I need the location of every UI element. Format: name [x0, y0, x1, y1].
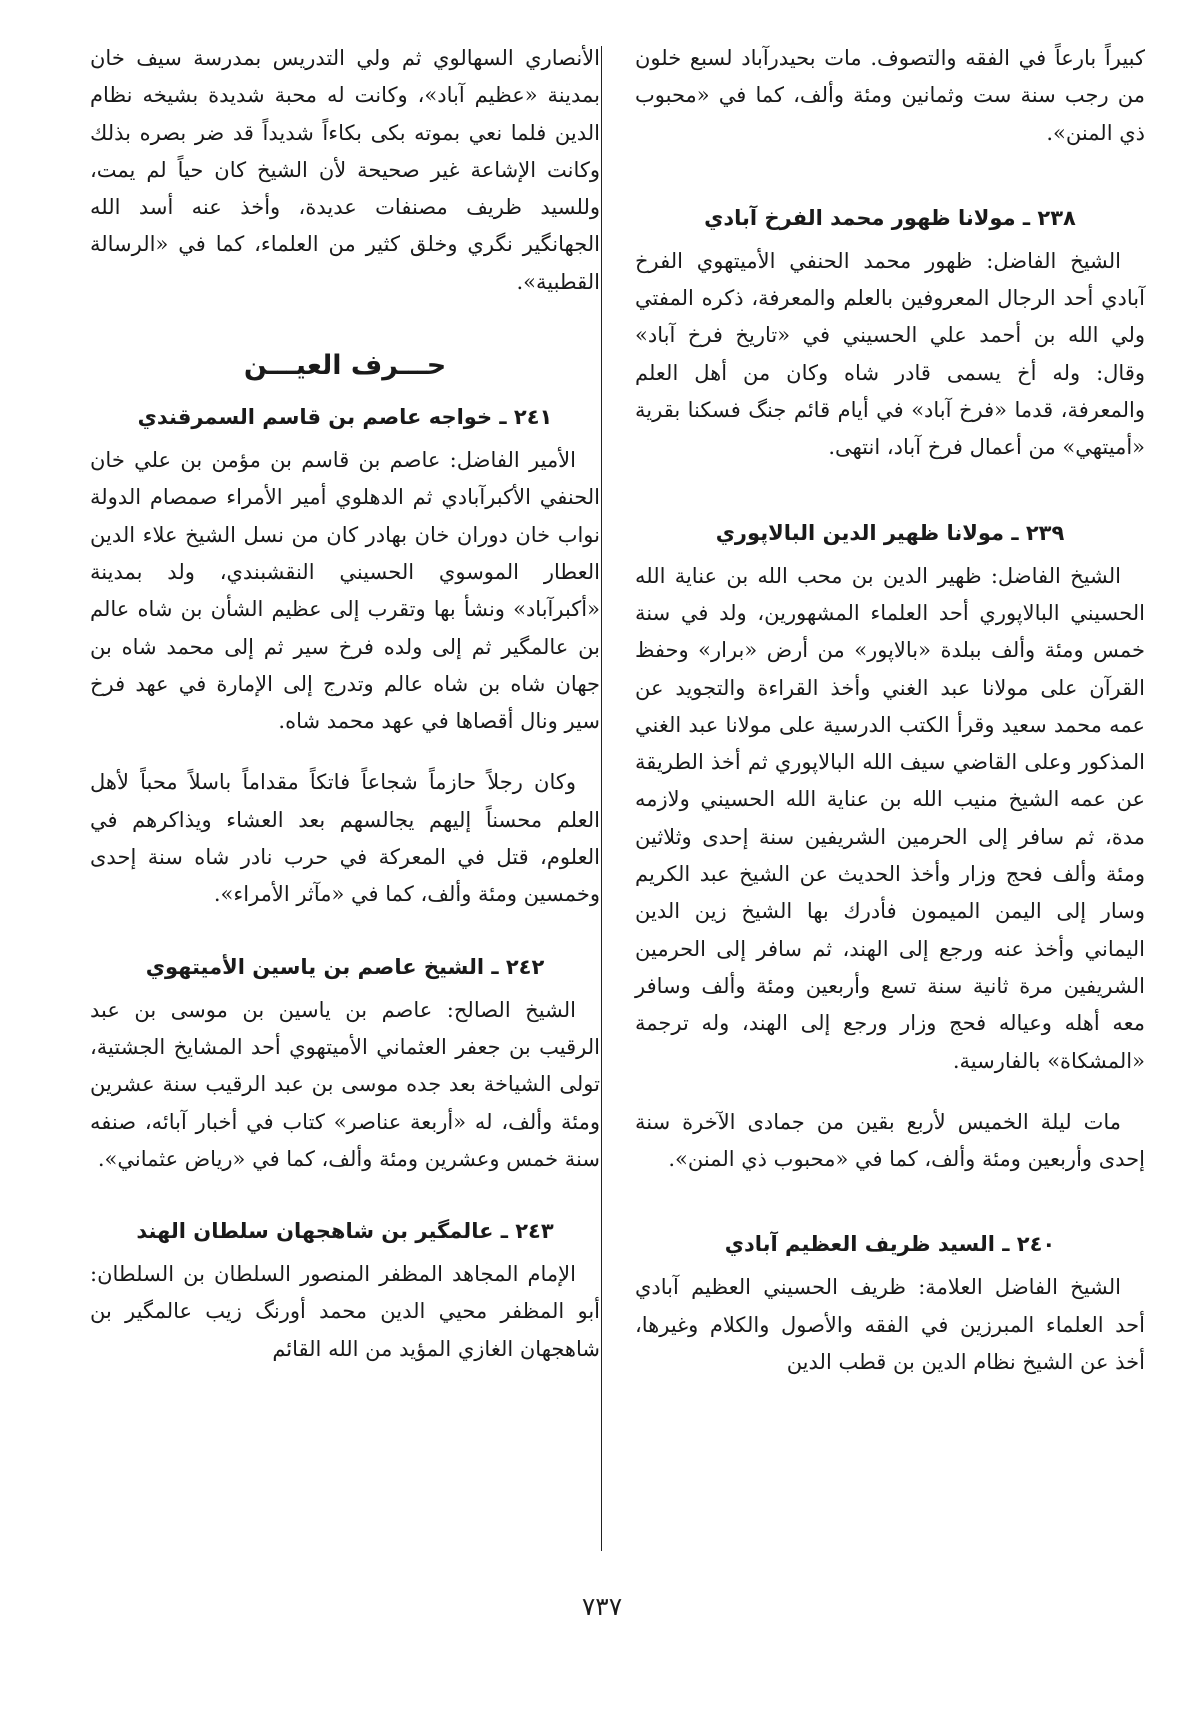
- entry-240-paragraph: الشيخ الفاضل العلامة: ظريف الحسيني العظيم آبادي أحد العلماء المبرزين في الفقه والأصول والكلام وغيرها، أخذ عن الشيخ نظام الدين بن قطب الدين: [635, 1275, 1145, 1375]
- entry-242-heading: ٢٤٢ ـ الشيخ عاصم بن ياسين الأميتهوي: [145, 954, 545, 979]
- entry-243-heading: ٢٤٣ ـ عالمگير بن شاهجهان سلطان الهند: [136, 1219, 554, 1244]
- page-number: ٧٣٧: [581, 1592, 623, 1621]
- entry-239-paragraph-2: مات ليلة الخميس لأربع بقين من جمادى الآخرة سنة إحدى وأربعين ومئة وألف، كما في «محبوب ذي المنن».: [635, 1109, 1145, 1172]
- left-column: [90, 40, 600, 1368]
- entry-243-paragraph: الإمام المجاهد المظفر المنصور السلطان بن السلطان: أبو المظفر محيي الدين محمد أورنگ زيب عالمگير بن شاهجهان الغازي المؤيد من الله القائم: [90, 1262, 600, 1361]
- entry-240-heading: ٢٤٠ ـ السيد ظريف العظيم آبادي: [724, 1232, 1056, 1257]
- entry-241-paragraph-1: الأمير الفاضل: عاصم بن قاسم بن مؤمن بن علي خان الحنفي الأكبرآبادي ثم الدهلوي أمير الأمراء صمصام الدولة نواب خان دوران خان بهادر كان من نسل الشيخ علاء الدين العطار الموسوي الحسيني النقشبندي، ولد بمدينة «أكبرآباد» ونشأ بها وتقرب إلى عظيم الشأن بن شاه عالم بن عالمگير ثم إلى ولده فرخ سير ثم إلى محمد شاه بن جهان شاه بن شاه عالم وتدرج إلى الإمارة في عهد فرخ سير ونال أقصاها في عهد محمد شاه.: [90, 448, 600, 734]
- continued-paragraph-240: الأنصاري السهالوي ثم ولي التدريس بمدرسة سيف خان بمدينة «عظيم آباد»، وكانت له محبة شديدة بشيخه نظام الدين فلما نعي بموته بكى بكاءاً شديداً قد ضر بصره بذلك وكانت الإشاعة غير صحيحة لأن الشيخ كان حياً لم يمت، وللسيد ظريف مصنفات عديدة، وأخذ عنه أسد الله الجهانگير نگري وخلق كثير من العلماء، كما في «الرسالة القطبية».: [90, 46, 600, 294]
- entry-238-heading: ٢٣٨ ـ مولانا ظهور محمد الفرخ آبادي: [704, 205, 1076, 230]
- column-divider: [601, 46, 602, 1551]
- entry-241-heading: ٢٤١ ـ خواجه عاصم بن قاسم السمرقندي: [137, 405, 553, 430]
- entry-242-paragraph: الشيخ الصالح: عاصم بن ياسين بن موسى بن عبد الرقيب بن جعفر العثماني الأميتهوي أحد المشايخ الجشتية، تولى الشياخة بعد جده موسى بن عبد الرقيب سنة عشرين ومئة وألف، له «أربعة عناصر» كتاب في أخبار آبائه، صنفه سنة خمس وعشرين ومئة وألف، كما في «رياض عثماني».: [90, 997, 600, 1171]
- entry-241-paragraph-2: وكان رجلاً حازماً شجاعاً فاتكاً مقداماً باسلاً محباً لأهل العلم محسناً إليهم يجالسهم بعد العشاء ويذاكرهم في العلوم، قتل في المعركة في حرب نادر شاه سنة إحدى وخمسين ومئة وألف، كما في «مآثر الأمراء».: [90, 770, 600, 907]
- entry-238-paragraph: الشيخ الفاضل: ظهور محمد الحنفي الأميتهوي الفرخ آبادي أحد الرجال المعروفين بالعلم والمعرفة، ذكره المفتي ولي الله بن أحمد علي الحسيني في «تاريخ فرخ آباد» وقال: وله أخ يسمى قادر شاه وكان من أهل العلم والمعرفة، قدما «فرخ آباد» في أيام قائم جنگ فسكنا بقرية «أميتهي» من أعمال فرخ آباد، انتهى.: [635, 248, 1145, 460]
- entry-239-paragraph-1: الشيخ الفاضل: ظهير الدين بن محب الله بن عناية الله الحسيني البالاپوري أحد العلماء المشهورين، ولد في سنة خمس ومئة وألف ببلدة «بالاپور» من أرض «برار» وحفظ القرآن على مولانا عبد الغني وأخذ القراءة والتجويد عن عمه محمد سعيد وقرأ الكتب الدرسية على مولانا عبد الغني المذكور وعلى القاضي سيف الله البالاپوري ثم أخذ الطريقة عن عمه الشيخ منيب الله بن عناية الله الحسيني ولازمه مدة، ثم سافر إلى الحرمين الشريفين سنة إحدى وثلاثين ومئة وألف فحج وزار وأخذ الحديث عن الشيخ عبد الكريم وسار إلى اليمن الميمون فأدرك بها الشيخ زين الدين اليماني وأخذ عنه ورجع إلى الهند، ثم سافر إلى الحرمين الشريفين مرة ثانية سنة تسع وأربعين ومئة وألف وسافر معه أهله وعياله فحج وزار ورجع إلى الهند، وله ترجمة «المشكاة» بالفارسية.: [635, 563, 1145, 1073]
- section-heading-ain: حـــرف العيـــن: [243, 350, 447, 382]
- right-column: [635, 40, 1145, 1381]
- continued-paragraph: كبيراً بارعاً في الفقه والتصوف. مات بحيدرآباد لسبع خلون من رجب سنة ست وثمانين ومئة وألف، كما في «محبوب ذي المنن».: [635, 46, 1145, 145]
- entry-239-heading: ٢٣٩ ـ مولانا ظهير الدين البالاپوري: [715, 520, 1065, 545]
